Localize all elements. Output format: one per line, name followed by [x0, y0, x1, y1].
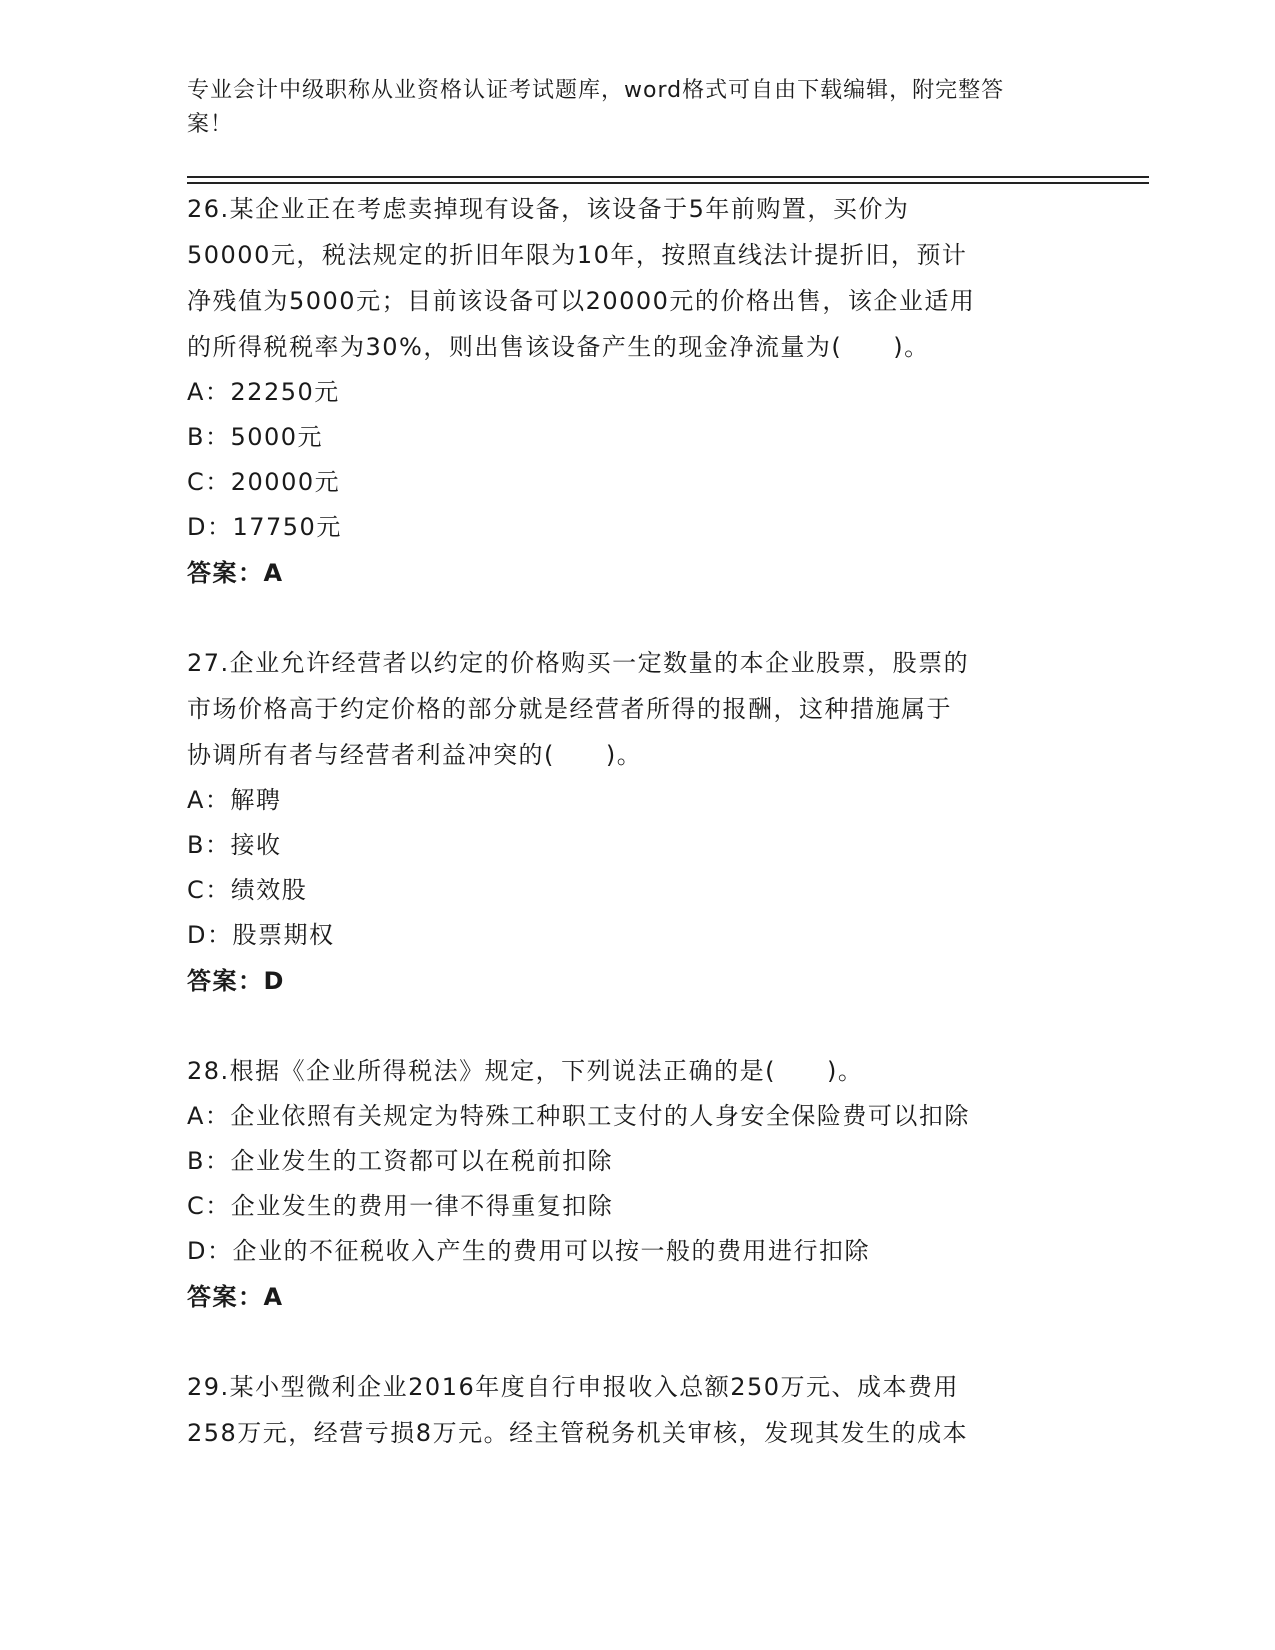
option-b: B：企业发生的工资都可以在税前扣除 [187, 1147, 613, 1175]
header-line-1: 专业会计中级职称从业资格认证考试题库，word格式可自由下载编辑，附完整答 [187, 78, 1005, 103]
option-c: C：绩效股 [187, 876, 308, 904]
question-27 [187, 640, 1087, 1004]
spacer [187, 596, 1087, 640]
question-text-line: 协调所有者与经营者利益冲突的( )。 [187, 741, 643, 769]
option-c: C：20000元 [187, 468, 341, 496]
question-text-line: 258万元，经营亏损8万元。经主管税务机关审核，发现其发生的成本 [187, 1419, 969, 1447]
option-d: D：企业的不征税收入产生的费用可以按一般的费用进行扣除 [187, 1237, 870, 1265]
question-text-line: 27.企业允许经营者以约定的价格购买一定数量的本企业股票，股票的 [187, 649, 970, 677]
option-c: C：企业发生的费用一律不得重复扣除 [187, 1192, 614, 1220]
question-28 [187, 1048, 1087, 1320]
header-line-2: 案！ [187, 112, 234, 137]
question-text-line: 净残值为5000元；目前该设备可以20000元的价格出售，该企业适用 [187, 287, 976, 315]
option-a: A：22250元 [187, 378, 340, 406]
header-divider-top [187, 176, 1149, 178]
page-header [187, 74, 1067, 142]
question-29 [187, 1364, 1087, 1456]
spacer [187, 1004, 1087, 1048]
option-b: B：5000元 [187, 423, 324, 451]
spacer [187, 1320, 1087, 1364]
option-b: B：接收 [187, 831, 282, 859]
question-text-line: 市场价格高于约定价格的部分就是经营者所得的报酬，这种措施属于 [187, 695, 952, 723]
question-text-line: 50000元，税法规定的折旧年限为10年，按照直线法计提折旧，预计 [187, 241, 968, 269]
option-a: A：解聘 [187, 786, 282, 814]
answer: 答案：A [187, 1283, 284, 1311]
option-d: D：17750元 [187, 513, 342, 541]
option-d: D：股票期权 [187, 921, 335, 949]
question-text-line: 29.某小型微利企业2016年度自行申报收入总额250万元、成本费用 [187, 1373, 960, 1401]
question-26 [187, 186, 1087, 596]
question-text-line: 26.某企业正在考虑卖掉现有设备，该设备于5年前购置，买价为 [187, 195, 910, 223]
answer: 答案：D [187, 967, 285, 995]
answer: 答案：A [187, 559, 284, 587]
question-text-line: 28.根据《企业所得税法》规定，下列说法正确的是( )。 [187, 1057, 864, 1085]
question-list [187, 186, 1087, 1456]
question-text-line: 的所得税税率为30%，则出售该设备产生的现金净流量为( )。 [187, 333, 930, 361]
header-divider-bottom [187, 182, 1149, 184]
option-a: A：企业依照有关规定为特殊工种职工支付的人身安全保险费可以扣除 [187, 1102, 970, 1130]
